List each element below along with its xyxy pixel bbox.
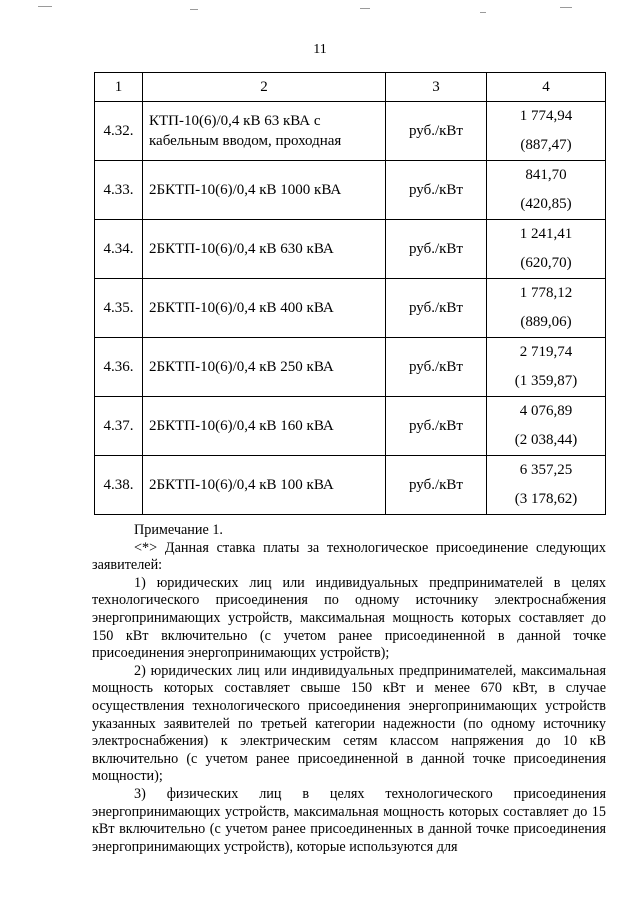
row-value-alt: (889,06) — [520, 314, 572, 330]
note-item-3: 3) физических лиц в целях технологического присоединения энергопринимающих устройств, максимальная мощность которых составляет до 15 кВт включительно (с учетом ранее присоединенных в данной точке присоединения энергопринимающих устройств), которые используются для — [92, 785, 606, 855]
row-value: 1 778,12 — [519, 285, 573, 301]
table-header-row — [95, 73, 606, 102]
row-name: КТП-10(6)/0,4 кВ 63 кВА с кабельным вводом, проходная — [143, 102, 386, 161]
row-name: 2БКТП-10(6)/0,4 кВ 630 кВА — [143, 220, 386, 279]
row-name: 2БКТП-10(6)/0,4 кВ 250 кВА — [143, 338, 386, 397]
rates-table — [94, 72, 606, 515]
row-name: 2БКТП-10(6)/0,4 кВ 100 кВА — [143, 456, 386, 515]
row-value-cell — [487, 279, 606, 338]
row-value-cell — [487, 338, 606, 397]
row-value: 841,70 — [525, 167, 567, 183]
note-item-1: 1) юридических лиц или индивидуальных предпринимателей в целях технологического присоединения по одному источнику электроснабжения энергопринимающих устройств, максимальная мощность которых составляет до 150 кВт включительно (с учетом ранее присоединенной в данной точке присоединения энергопринимающих устройств); — [92, 574, 606, 662]
page-number: 11 — [313, 42, 327, 57]
row-value-cell — [487, 161, 606, 220]
scan-artifacts — [0, 0, 640, 20]
row-unit: руб./кВт — [386, 456, 487, 515]
row-unit: руб./кВт — [386, 102, 487, 161]
row-value-alt: (3 178,62) — [514, 491, 578, 507]
table-row — [95, 456, 606, 515]
row-value: 4 076,89 — [519, 403, 573, 419]
note-title: Примечание 1. — [134, 522, 223, 538]
table-row — [95, 397, 606, 456]
row-name: 2БКТП-10(6)/0,4 кВ 160 кВА — [143, 397, 386, 456]
row-value-alt: (1 359,87) — [514, 373, 578, 389]
header-cell: 3 — [386, 73, 487, 102]
table-row — [95, 102, 606, 161]
row-number: 4.34. — [95, 220, 143, 279]
row-number: 4.32. — [95, 102, 143, 161]
row-number: 4.36. — [95, 338, 143, 397]
row-value: 1 774,94 — [519, 108, 573, 124]
row-value-cell — [487, 220, 606, 279]
row-number: 4.38. — [95, 456, 143, 515]
header-cell: 2 — [143, 73, 386, 102]
row-number: 4.33. — [95, 161, 143, 220]
row-number: 4.35. — [95, 279, 143, 338]
row-value-cell — [487, 456, 606, 515]
row-unit: руб./кВт — [386, 220, 487, 279]
header-cell: 1 — [95, 73, 143, 102]
row-value-alt: (420,85) — [520, 196, 572, 212]
note-intro: <*> Данная ставка платы за технологическое присоединение следующих заявителей: — [92, 539, 606, 574]
row-unit: руб./кВт — [386, 279, 487, 338]
row-unit: руб./кВт — [386, 338, 487, 397]
row-value-cell — [487, 102, 606, 161]
row-unit: руб./кВт — [386, 397, 487, 456]
row-value: 6 357,25 — [519, 462, 573, 478]
note-item-2: 2) юридических лиц или индивидуальных предпринимателей, максимальная мощность которых составляет свыше 150 кВт и менее 670 кВт, в случае осуществления технологического присоединения энергопринимающих устройств указанных заявителей по третьей категории надежности (по одному источнику электроснабжения) к электрическим сетям классом напряжения до 10 кВ включительно (с учетом ранее присоединенной в данной точке присоединения мощности); — [92, 662, 606, 785]
table-row — [95, 338, 606, 397]
row-value: 2 719,74 — [519, 344, 573, 360]
table-row — [95, 279, 606, 338]
row-value-alt: (887,47) — [520, 137, 572, 153]
table-row — [95, 220, 606, 279]
note-section — [92, 522, 606, 856]
header-cell: 4 — [487, 73, 606, 102]
row-value-alt: (620,70) — [520, 255, 572, 271]
table-row — [95, 161, 606, 220]
row-value: 1 241,41 — [519, 226, 573, 242]
row-number: 4.37. — [95, 397, 143, 456]
row-unit: руб./кВт — [386, 161, 487, 220]
row-value-cell — [487, 397, 606, 456]
row-name: 2БКТП-10(6)/0,4 кВ 1000 кВА — [143, 161, 386, 220]
row-name: 2БКТП-10(6)/0,4 кВ 400 кВА — [143, 279, 386, 338]
row-value-alt: (2 038,44) — [514, 432, 578, 448]
